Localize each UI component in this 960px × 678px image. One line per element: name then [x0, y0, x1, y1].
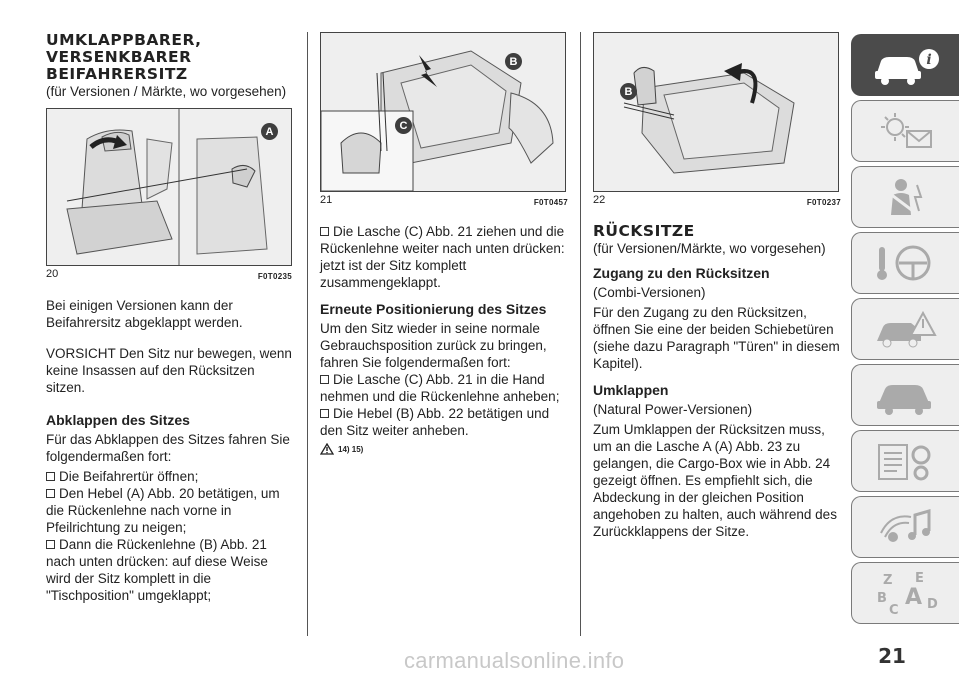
column-1 — [46, 32, 292, 604]
tab-maintenance[interactable] — [851, 364, 959, 426]
sub-note: (Natural Power-Versionen) — [593, 402, 753, 417]
technical-data-icon — [871, 439, 941, 483]
index-letter-c: C — [888, 603, 899, 618]
checkbox-bullet-icon — [320, 227, 329, 236]
index-letter-z: Z — [882, 573, 892, 588]
figure-code: F0T0237 — [806, 198, 841, 207]
list-item-text: Die Hebel (B) Abb. 22 betätigen und den Sitz weiter anheben. — [320, 406, 550, 438]
section-title — [46, 32, 292, 83]
maintenance-icon — [871, 373, 941, 417]
list-item-text: Die Lasche (C) Abb. 21 ziehen und die Rückenlehne weiter nach unten drücken: jetzt ist der Sitz komplett zusammengeklappt. — [320, 224, 565, 290]
driving-icon — [871, 241, 941, 285]
sub-note: (Combi-Versionen) — [593, 285, 706, 300]
column-divider — [307, 32, 308, 636]
subheading: Zugang zu den Rücksitzen — [593, 265, 770, 281]
column-divider — [580, 32, 581, 636]
chapter-tabs — [851, 34, 960, 628]
checkbox-bullet-icon — [46, 489, 55, 498]
figure-number: 22 — [593, 194, 606, 206]
seat-fold-illustration — [321, 33, 565, 191]
list-item — [320, 405, 568, 439]
seat-raise-illustration — [594, 33, 838, 191]
index-letter-d: D — [926, 597, 938, 612]
tab-emergency[interactable] — [851, 298, 959, 360]
index-letter-e: E — [914, 571, 924, 586]
seat-illustration — [47, 109, 291, 265]
tab-technical-data[interactable] — [851, 430, 959, 492]
list-item-text: Dann die Rückenlehne (B) Abb. 21 nach unten drücken: auf diese Weise wird der Sitz komplett in die "Tischposition" umgeklappt; — [46, 537, 268, 603]
figure-code: F0T0235 — [257, 272, 292, 281]
index-letter-b: B — [876, 591, 887, 606]
list-item-text: Den Hebel (A) Abb. 20 betätigen, um die Rückenlehne nach vorne in Pfeilrichtung zu neigen; — [46, 486, 280, 535]
car-info-icon — [871, 43, 941, 87]
tab-safety[interactable] — [851, 166, 959, 228]
callout-badge-b: B — [620, 83, 637, 100]
section-subtitle: (für Versionen/Märkte, wo vorgesehen) — [593, 241, 826, 256]
callout-badge-a: A — [261, 123, 278, 140]
subheading: Abklappen des Sitzes — [46, 412, 190, 428]
checkbox-bullet-icon — [46, 540, 55, 549]
title-line-2: VERSENKBARER — [46, 48, 192, 66]
figure-code: F0T0457 — [533, 198, 568, 207]
figure-21 — [320, 32, 566, 192]
warning-references — [320, 443, 568, 455]
tab-warning-lights[interactable] — [851, 100, 959, 162]
section-title: RÜCKSITZE — [593, 222, 695, 240]
section-subtitle: (für Versionen / Märkte, wo vorgesehen) — [46, 84, 287, 99]
page-number: 21 — [878, 644, 906, 668]
subheading: Umklappen — [593, 382, 669, 398]
watermark-text: carmanualsonline.info — [404, 648, 625, 673]
index-letter-a: A — [904, 585, 922, 610]
list-item-text: Die Lasche (C) Abb. 21 in die Hand nehmen und die Rückenlehne anheben; — [320, 372, 560, 404]
checkbox-bullet-icon — [320, 375, 329, 384]
callout-badge-b: B — [505, 53, 522, 70]
list-item — [320, 371, 568, 405]
subheading: Erneute Positionierung des Sitzes — [320, 301, 547, 317]
tab-car-info[interactable] — [851, 34, 959, 96]
paragraph: Bei einigen Versionen kann der Beifahrersitz abgeklappt werden. — [46, 298, 243, 330]
warning-triangle-icon — [320, 443, 334, 455]
tab-index[interactable] — [851, 562, 959, 624]
figure-22 — [593, 32, 839, 192]
list-item-text: Die Beifahrertür öffnen; — [59, 469, 199, 484]
list-item — [46, 536, 292, 604]
figure-22-caption — [593, 194, 841, 209]
paragraph: Für das Abklappen des Sitzes fahren Sie folgendermaßen fort: — [46, 432, 290, 464]
safety-icon — [871, 175, 941, 219]
index-icon — [871, 568, 941, 618]
figure-21-caption — [320, 194, 568, 209]
tab-driving[interactable] — [851, 232, 959, 294]
tab-multimedia[interactable] — [851, 496, 959, 558]
paragraph: Zum Umklappen der Rücksitzen muss, um an die Lasche A (A) Abb. 23 zu gelangen, die Cargo-Box wie in Abb. 24 gezeigt öffnen. Es empfiehlt sich, die Abdeckung in der gleichen Position angehoben zu halten, auch während des Zurückklappens der Sitze. — [593, 422, 837, 539]
title-line-3: BEIFAHRERSITZ — [46, 65, 188, 83]
checkbox-bullet-icon — [46, 472, 55, 481]
figure-20-caption — [46, 268, 292, 283]
multimedia-icon — [871, 505, 941, 549]
list-item — [46, 468, 292, 485]
figure-20 — [46, 108, 292, 266]
list-item — [46, 485, 292, 536]
figure-number: 20 — [46, 268, 59, 280]
paragraph: Für den Zugang zu den Rücksitzen, öffnen Sie eine der beiden Schiebetüren (siehe dazu Paragraph "Türen" in diesem Kapitel). — [593, 305, 840, 371]
svg-text:i: i — [925, 52, 932, 68]
column-3 — [593, 32, 841, 540]
caution-paragraph: VORSICHT Den Sitz nur bewegen, wenn keine Insassen auf den Rücksitzen sitzen. — [46, 346, 292, 395]
list-item — [320, 223, 568, 291]
callout-badge-c: C — [395, 117, 412, 134]
figure-number: 21 — [320, 194, 333, 206]
emergency-icon — [871, 307, 941, 351]
column-2 — [320, 32, 568, 455]
warning-lights-icon — [871, 109, 941, 153]
paragraph: Um den Sitz wieder in seine normale Gebrauchsposition zurück zu bringen, fahren Sie folgendermaßen fort: — [320, 321, 547, 370]
checkbox-bullet-icon — [320, 409, 329, 418]
title-line-1: UMKLAPPBARER, — [46, 31, 202, 49]
warning-ref-text: 14) 15) — [338, 444, 364, 454]
